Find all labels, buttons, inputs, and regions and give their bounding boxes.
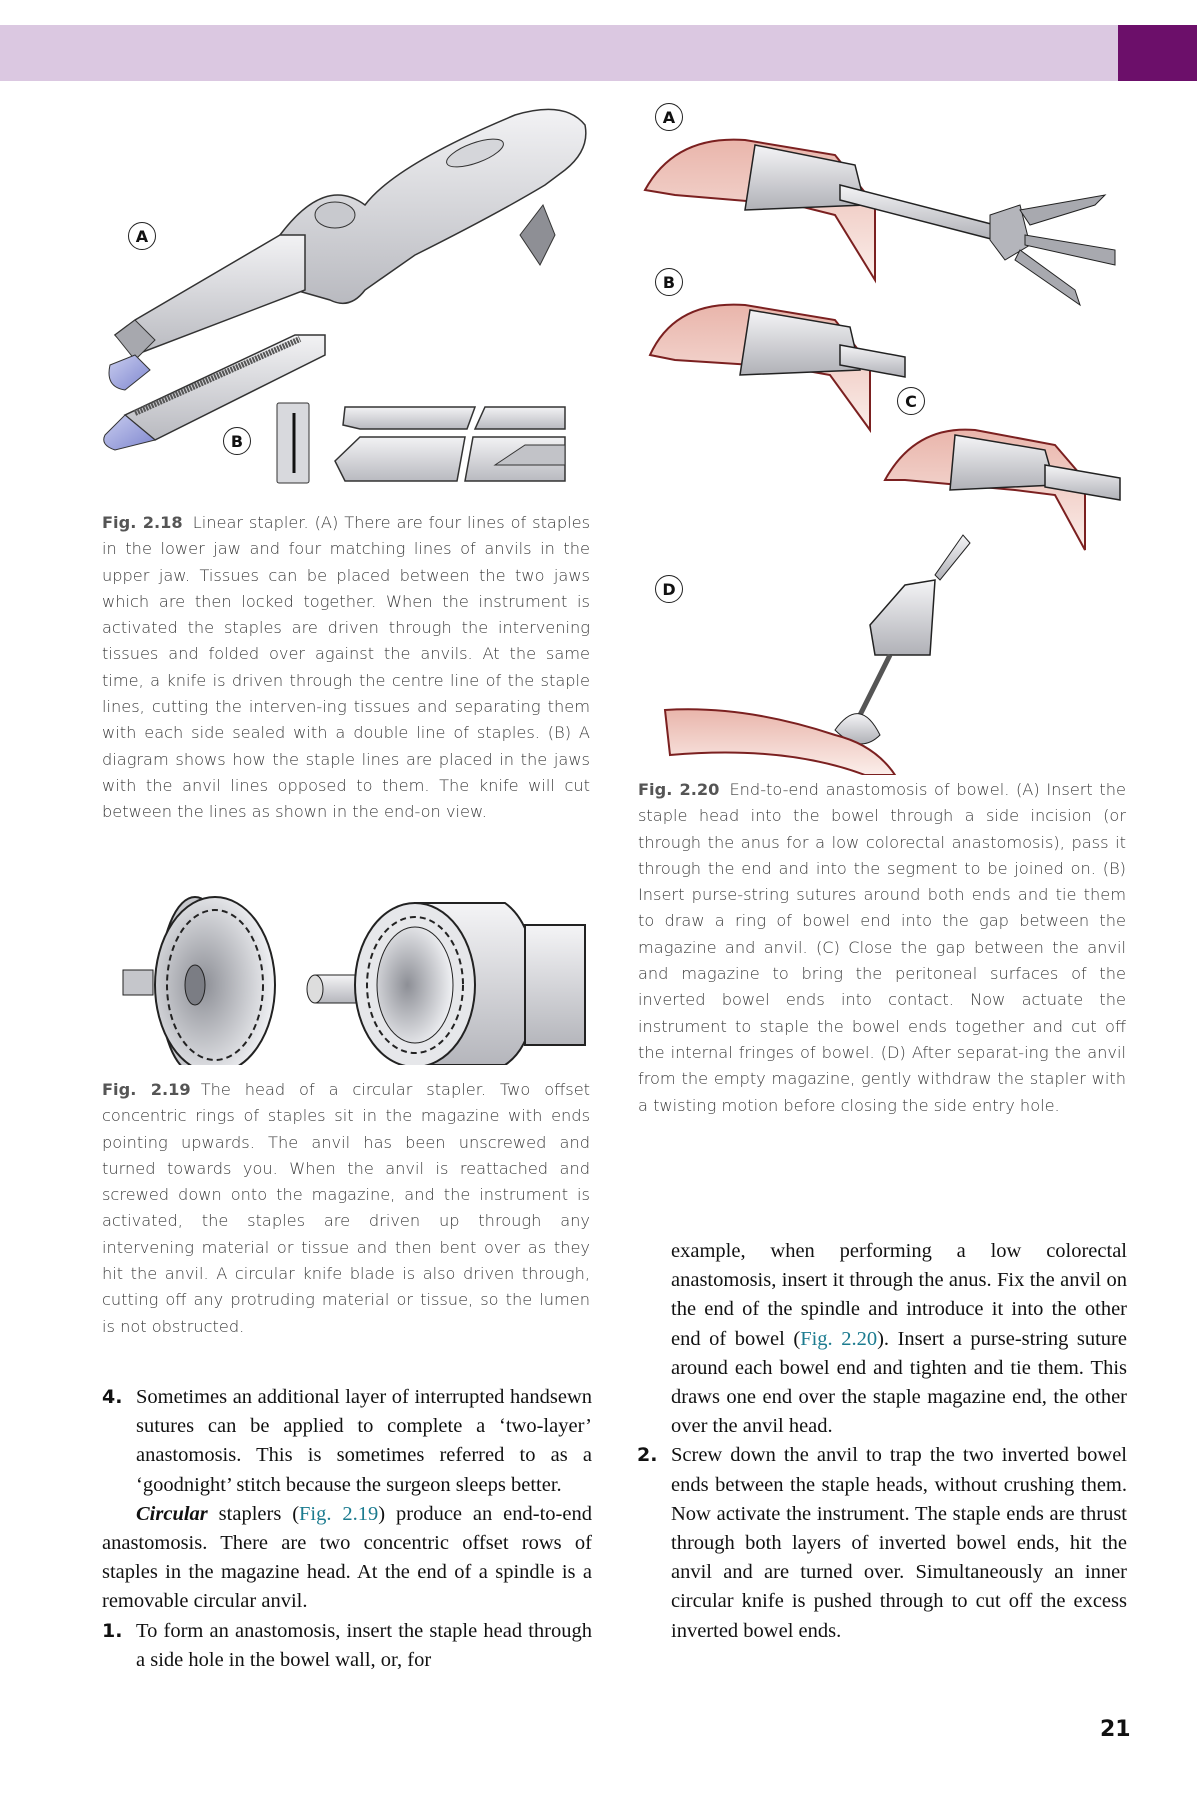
fig-2-20-caption-text: End-to-end anastomosis of bowel. (A) Insert the staple head into the bowel through a side incision (or through the anus for a low colorectal anastomosis), pass it through the end and into the segment to be joined on. (B) Insert purse-string sutures around both ends and tie them to draw a ring of bowel end into the gap between the magazine and anvil. (C) Close the gap between the anvil and magazine to bring the peritoneal surfaces of the inverted bowel ends into contact. Now actuate the instrument to staple the bowel ends together and cut off the internal fringes of bowel. (D) After separat-ing the anvil from the empty magazine, gently withdraw the stapler with a twisting motion before closing the side entry hole. — [638, 780, 1126, 1115]
fig-2-20-label-b: B — [655, 268, 683, 296]
fig-2-20-illustration — [635, 95, 1155, 775]
list-item-1-continued — [637, 1237, 1127, 1441]
list-item-4 — [102, 1383, 592, 1500]
header-band — [0, 25, 1118, 81]
fig-2-20-label-c: C — [897, 387, 925, 415]
fig-2-19-illustration — [115, 875, 595, 1065]
fig-2-18-label-b: B — [223, 427, 251, 455]
fig-2-19-caption-text: The head of a circular stapler. Two offset concentric rings of staples sit in the magazine with ends pointing upwards. The anvil has been unscrewed and turned towards you. When the anvil is reattached and screwed down onto the magazine, and the instrument is activated, the staples are driven up through any intervening material or tissue and then bent over as they hit the anvil. A circular knife blade is also driven through, cutting off any protruding material or tissue, so the lumen is not obstructed. — [102, 1080, 590, 1336]
left-column-body — [102, 1383, 592, 1675]
right-column-body — [637, 1237, 1127, 1646]
list-item-text: example, when performing a low colorectal anastomosis, insert it through the anus. Fix the anvil on the end of the spindle and introduce it into the other end of bowel ( — [671, 1240, 1127, 1350]
fig-2-20-link[interactable]: Fig. 2.20 — [800, 1327, 878, 1350]
list-item-text: To form an anastomosis, insert the staple head through a side hole in the bowel wall, or, for — [136, 1619, 592, 1671]
anastomosis-sequence-drawing — [635, 95, 1155, 775]
fig-2-18-number: Fig. 2.18 — [102, 513, 183, 532]
fig-2-18-illustration — [95, 95, 595, 495]
fig-2-20-label-d: D — [655, 575, 683, 603]
emphasis-term: Circular — [136, 1502, 208, 1525]
header-chapter-tab — [1118, 25, 1197, 81]
page-number: 21 — [1100, 1717, 1131, 1742]
fig-2-19-number: Fig. 2.19 — [102, 1080, 191, 1099]
list-item-text: Sometimes an additional layer of interrupted handsewn sutures can be applied to complete a ‘two-layer’ anastomosis. This is sometimes referred to as a ‘goodnight’ stitch because the surgeon sleeps better. — [136, 1386, 592, 1496]
list-number: 2. — [637, 1444, 658, 1467]
fig-2-18-caption — [102, 510, 590, 826]
circular-staplers-paragraph — [102, 1500, 592, 1617]
fig-2-18-label-a: A — [128, 222, 156, 250]
fig-2-20-caption — [638, 777, 1126, 1119]
list-item-2 — [637, 1441, 1127, 1645]
list-item-text: ). Insert a purse-string suture around each bowel end and tighten and tie them. This draws one end over the staple magazine end, the other over the anvil head. — [671, 1327, 1127, 1438]
paragraph-text: ) produce an end-to-end anastomosis. There are two concentric offset rows of staples in the magazine head. At the end of a spindle is a removable circular anvil. — [102, 1502, 592, 1613]
list-number: 1. — [102, 1619, 123, 1642]
fig-2-20-number: Fig. 2.20 — [638, 780, 720, 799]
list-item-text: Screw down the anvil to trap the two inverted bowel ends between the staple heads, without crushing them. Now activate the instrument. The staple ends are thrust through both layers of inverted bowel ends, hit the anvil and are turned over. Simultaneously an inner circular knife is pushed through to cut off the excess inverted bowel ends. — [671, 1444, 1127, 1642]
list-item-1 — [102, 1617, 592, 1675]
fig-2-20-label-a: A — [655, 103, 683, 131]
fig-2-18-caption-text: Linear stapler. (A) There are four lines of staples in the lower jaw and four matching lines of anvils in the upper jaw. Tissues can be placed between the two jaws which are then locked together. When the instrument is activated the staples are driven through the intervening tissues and folded over against the anvils. At the same time, a knife is driven through the centre line of the staple lines, cutting the interven-ing tissues and separating them with each side sealed with a double line of staples. (B) A diagram shows how the staple lines are placed in the jaws with the anvil lines opposed to them. The knife will cut between the lines as shown in the end-on view. — [102, 513, 590, 822]
list-number: 4. — [102, 1386, 123, 1408]
paragraph-text: staplers ( — [207, 1502, 300, 1525]
fig-2-19-link[interactable]: Fig. 2.19 — [299, 1502, 379, 1525]
circular-stapler-head-drawing — [115, 875, 595, 1065]
fig-2-19-caption — [102, 1077, 590, 1340]
linear-stapler-drawing — [95, 95, 595, 495]
